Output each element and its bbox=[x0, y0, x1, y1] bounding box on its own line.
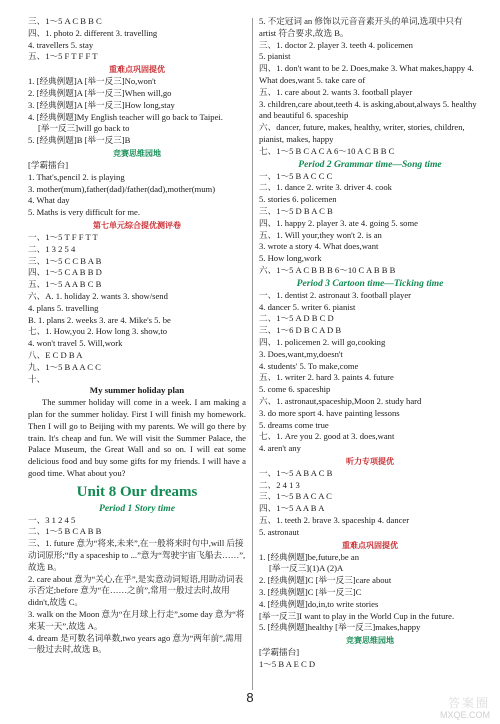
answer-line: 3. wrote a story 4. What does,want bbox=[259, 241, 379, 252]
answer-line: 4. won't travel 5. Will,work bbox=[28, 338, 123, 349]
answer-line: 五、1. teeth 2. brave 3. spaceship 4. dancer bbox=[259, 515, 410, 526]
section-heading-hard-points: 重难点巩固提优 bbox=[109, 65, 165, 75]
section-heading-listening: 听力专项提优 bbox=[346, 456, 394, 466]
answer-line: 三、1～5 A C B B C bbox=[28, 16, 102, 26]
page-number: 8 bbox=[246, 690, 254, 705]
answer-line: 三、1～5 D B A C B bbox=[259, 205, 333, 216]
answer-line: 4. aren't any bbox=[259, 443, 301, 454]
period-title: Period 1 Story time bbox=[99, 502, 175, 514]
answer-line: 一、1～5 A B A C B bbox=[259, 467, 333, 478]
answer-line: 四、1. happy 2. player 3. ate 4. going 5. some bbox=[259, 217, 418, 228]
section-heading-competition: 竞赛思维园地 bbox=[113, 148, 161, 158]
answer-line: 五、1～5 A A B C B bbox=[28, 279, 102, 290]
answer-line: 4. [经典例题]do,in,to write stories bbox=[259, 598, 379, 609]
answer-line: [举一反三]I want to play in the World Cup in the future. bbox=[259, 610, 455, 621]
period-title: Period 2 Grammar time—Song time bbox=[298, 158, 442, 170]
answer-line: 五、1. Will your,they won't 2. is an bbox=[259, 229, 382, 240]
answer-line: 二、2 4 1 3 bbox=[259, 479, 300, 490]
answer-line: 六、1～5 A C B B B 6～10 C A B B B bbox=[259, 264, 396, 275]
answer-line: 三、1. future 意为“将来,未来”,在一般将来时句中,will 后接动词原形;“fly a spaceship to ...”意为“驾驶宇宙飞船去……”,故选 B。 bbox=[28, 538, 246, 572]
answer-line: [学霸擂台] bbox=[259, 647, 300, 658]
answer-line: 三、1. doctor 2. player 3. teeth 4. policemen bbox=[259, 39, 413, 50]
answer-line: 三、1～5 C C B A B bbox=[28, 255, 102, 266]
unit-title: Unit 8 Our dreams bbox=[76, 483, 198, 500]
answer-line: 六、dancer, future, makes, healthy, writer, stories, children, pianist, makes, happy bbox=[259, 122, 465, 144]
answer-line: 七、1. Are you 2. good at 3. does,want bbox=[259, 431, 395, 442]
section-heading-hard-points: 重难点巩固提优 bbox=[342, 540, 398, 550]
answer-line: 七、1. How,you 2. How long 3. show,to bbox=[28, 326, 168, 337]
answer-line: 一、1. dentist 2. astronaut 3. football player bbox=[259, 289, 412, 300]
answer-line: 3. children,care about,teeth 4. is asking,about,always 5. healthy and beautiful 6. spaceship bbox=[259, 98, 477, 121]
answer-line: 三、1～6 D B C A D B bbox=[259, 325, 342, 336]
answer-line: 2. [经典例题]C [举一反三]care about bbox=[259, 575, 392, 586]
answer-line: 五、1. writer 2. hard 3. paints 4. future bbox=[259, 372, 394, 383]
answer-line: 3. [经典例题]C [举一反三]C bbox=[259, 587, 362, 598]
answer-line: 九、1～5 B A A C C bbox=[28, 361, 101, 372]
answer-line: [举一反三](1)A (2)A bbox=[269, 563, 344, 574]
answer-line: 5. [经典例题]B [举一反三]B bbox=[28, 135, 131, 146]
answer-line: 七、1～5 B C A C A 6～10 A C B B C bbox=[259, 145, 395, 156]
answer-line: 五、1～5 F T F F T bbox=[28, 51, 98, 62]
answer-line: B. 1. plans 2. weeks 3. are 4. Mike's 5. be bbox=[28, 314, 171, 325]
answer-line: 5. Maths is very difficult for me. bbox=[28, 207, 141, 218]
answer-line: 四、1～5 C A B B D bbox=[28, 267, 102, 278]
answer-line: 3. mother(mum),father(dad)/father(dad),mother(mum) bbox=[28, 183, 216, 194]
essay-body: The summer holiday will come in a week. I am making a plan for the summer holiday. First I will finish my homework. Then I will go to Beijing with my parents. We will go there by train. It's cheap and fun. We will visit the Summer Palace, the Palace Museum, the Great Wall and so on. I will eat some delicious food and buy some gifts for my friends. I will have a good time. What about you? bbox=[28, 397, 246, 478]
answer-line: 三、1～5 B A C A C bbox=[259, 491, 332, 502]
answer-line: 六、A. 1. holiday 2. wants 3. show/send bbox=[28, 290, 168, 301]
essay-title: My summer holiday plan bbox=[89, 385, 185, 396]
answer-line: 1～5 B A E C D bbox=[259, 659, 316, 670]
answer-line: 5. How long,work bbox=[259, 253, 322, 264]
answer-line: 4. What day bbox=[28, 195, 70, 206]
answer-line: 五、1. care about 2. wants 3. football player bbox=[259, 86, 413, 97]
answer-line: 5. pianist bbox=[259, 51, 291, 62]
answer-line: 1. That's,pencil 2. is playing bbox=[28, 171, 125, 182]
left-column bbox=[28, 16, 246, 656]
answer-line: 一、1～5 B A C C C bbox=[259, 170, 333, 181]
answer-line: 3. walk on the Moon 意为“在月球上行走”,some day 意为“将来某一天”,故选 A。 bbox=[28, 609, 245, 631]
answer-line: 二、1. dance 2. write 3. driver 4. cook bbox=[259, 182, 392, 193]
answer-line: 二、1～5 B C A B B bbox=[28, 526, 102, 537]
answer-line: 四、1～5 A A B A bbox=[259, 503, 325, 514]
watermark-url: MXQE.COM bbox=[439, 710, 490, 720]
answer-line: 四、1. don't want to be 2. Does,make 3. What makes,happy 4. What does,want 5. take care of bbox=[259, 63, 474, 85]
answer-line: 4. plans 5. travelling bbox=[28, 302, 99, 313]
answer-line: 3. Does,want,my,doesn't bbox=[259, 348, 343, 359]
period-title: Period 3 Cartoon time—Ticking time bbox=[296, 277, 444, 289]
answer-line: 5. 不定冠词 an 修饰以元音音素开头的单词,选项中只有 artist 符合要求,故选 B。 bbox=[259, 16, 463, 38]
answer-line: 5. stories 6. policemen bbox=[259, 194, 337, 205]
answer-line: 5. astronaut bbox=[259, 526, 300, 537]
answer-line: 5. dreams come true bbox=[259, 419, 329, 430]
answer-line: 四、1. policemen 2. will go,cooking bbox=[259, 336, 386, 347]
column-divider bbox=[252, 18, 253, 690]
answer-line: 四、1. photo 2. different 3. travelling bbox=[28, 27, 158, 38]
answer-line: 4. dancer 5. writer 6. pianist bbox=[259, 301, 356, 312]
section-heading-competition: 竞赛思维园地 bbox=[346, 636, 394, 646]
answer-line: 3. do more sport 4. have painting lessons bbox=[259, 407, 400, 418]
watermark-cn: 答案圈 bbox=[447, 696, 490, 710]
watermark-logo bbox=[404, 694, 492, 720]
answer-line: 5. come 6. spaceship bbox=[259, 384, 331, 395]
answer-line: 4. travellers 5. stay bbox=[28, 39, 94, 50]
answer-line: 4. [经典例题]My English teacher will go back to Taipei. bbox=[28, 111, 223, 122]
section-heading-unit-test: 第七单元综合提优测评卷 bbox=[93, 220, 181, 230]
answer-line: 六、1. astronaut,spaceship,Moon 2. study hard bbox=[259, 395, 422, 406]
answer-line: 2. care about 意为“关心,在乎”,是实意动词短语,用助动词表示否定;before 意为“在……之前”,常用一般过去时,故用 didn't,故选 C。 bbox=[28, 573, 244, 608]
right-column bbox=[259, 16, 481, 671]
answer-line: 一、3 1 2 4 5 bbox=[28, 514, 76, 525]
answer-line: 4. dream 是可数名词单数,two years ago 意为“两年前”,需用一般过去时,故选 B。 bbox=[28, 632, 243, 655]
answer-line: 1. [经典例题]A [举一反三]No,won't bbox=[28, 76, 157, 87]
answer-line: 二、1～5 A D B C D bbox=[259, 313, 334, 324]
answer-line: 5. [经典例题]healthy [举一反三]makes,happy bbox=[259, 622, 421, 633]
answer-line: 二、1 3 2 5 4 bbox=[28, 243, 76, 254]
answer-line: 3. [经典例题]A [举一反三]How long,stay bbox=[28, 99, 175, 110]
answer-line: 一、1～5 T F F T T bbox=[28, 231, 98, 242]
answer-line: [举一反三]will go back to bbox=[38, 123, 130, 134]
answer-line: 4. students' 5. To make,come bbox=[259, 360, 359, 371]
answer-line: 十、 bbox=[28, 373, 46, 384]
answer-line: 2. [经典例题]A [举一反三]When will,go bbox=[28, 87, 172, 98]
answer-line: 八、E C D B A bbox=[28, 349, 83, 360]
answer-line: 1. [经典例题]be,future,be an bbox=[259, 551, 359, 562]
answer-line: [学霸擂台] bbox=[28, 159, 69, 170]
